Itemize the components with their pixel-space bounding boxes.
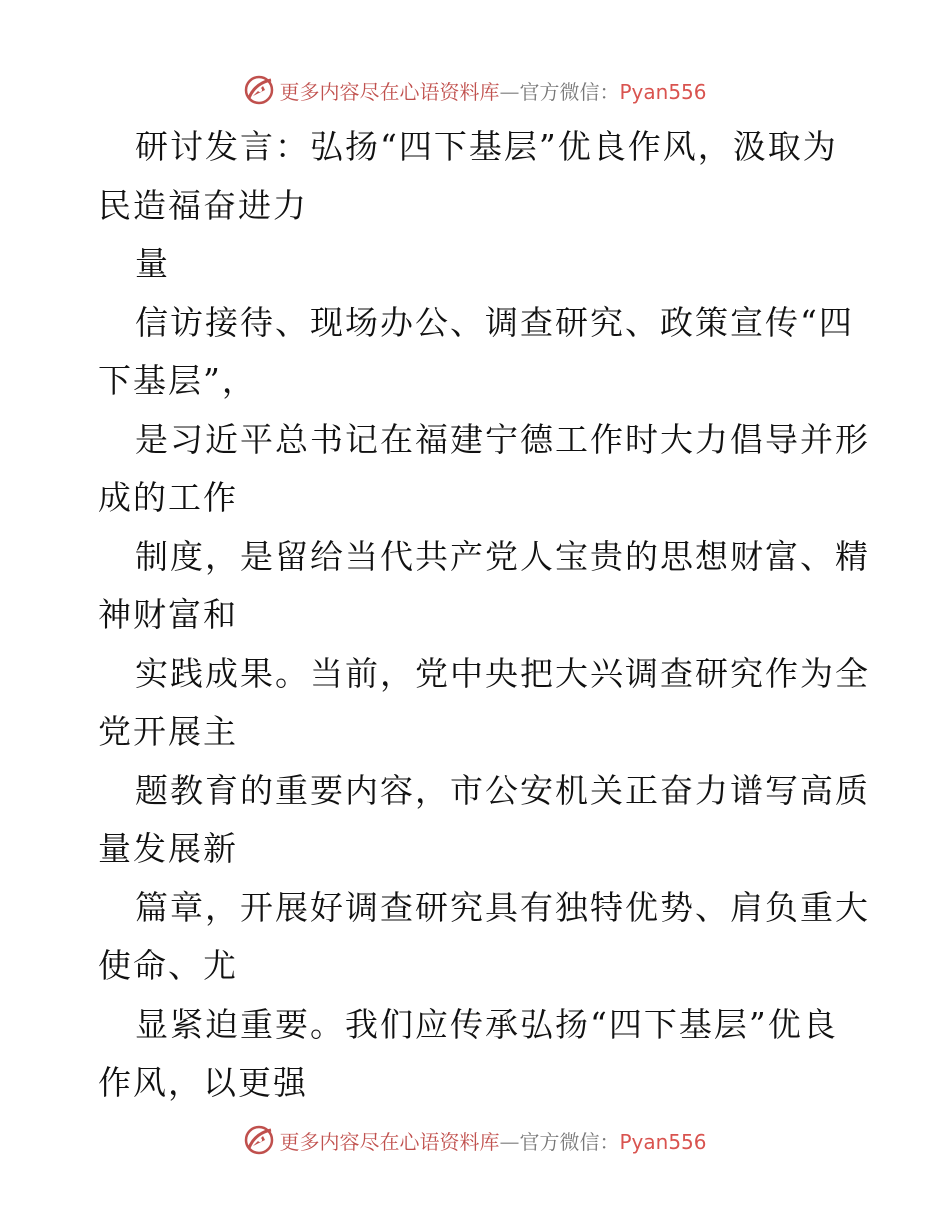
body-line: 神财富和 — [98, 595, 238, 634]
body-line: 题教育的重要内容，市公安机关正奋力谱写高质 — [135, 770, 870, 810]
header-wechat-id: Pyan556 — [619, 79, 707, 104]
footer-banner — [0, 1120, 950, 1160]
body-line: 实践成果。当前，党中央把大兴调查研究作为全 — [135, 653, 870, 693]
pen-nib-logo-icon — [243, 74, 275, 106]
body-line: 是习近平总书记在福建宁德工作时大力倡导并形 — [135, 419, 870, 459]
footer-wechat-label: 官方微信： — [519, 1129, 620, 1154]
body-line: 党开展主 — [98, 712, 238, 751]
footer-banner-text — [279, 1126, 706, 1155]
footer-library-text: 更多内容尽在心语资料库 — [279, 1129, 500, 1154]
body-line: 显紧迫重要。我们应传承弘扬“四下基层”优良 — [135, 1004, 838, 1044]
body-line: 信访接待、现场办公、调查研究、政策宣传“四 — [135, 302, 854, 342]
header-library-text: 更多内容尽在心语资料库 — [279, 79, 500, 104]
body-line: 下基层”， — [98, 361, 257, 400]
body-line: 量 — [135, 244, 170, 283]
body-line: 量发展新 — [98, 829, 238, 868]
body-line: 使命、尤 — [98, 946, 238, 985]
body-line: 作风，以更强 — [98, 1063, 308, 1102]
header-banner-text — [279, 76, 706, 105]
body-line: 成的工作 — [98, 478, 238, 517]
body-line: 研讨发言：弘扬“四下基层”优良作风，汲取为 — [135, 127, 838, 166]
footer-wechat-id: Pyan556 — [619, 1129, 707, 1154]
header-dash: — — [499, 79, 520, 104]
body-line: 民造福奋进力 — [98, 185, 308, 225]
body-line: 制度，是留给当代共产党人宝贵的思想财富、精 — [135, 536, 870, 576]
header-banner — [0, 70, 950, 110]
footer-dash: — — [499, 1129, 520, 1154]
pen-nib-logo-icon — [243, 1124, 275, 1156]
document-body — [98, 118, 870, 1113]
header-wechat-label: 官方微信： — [519, 79, 620, 104]
body-line: 篇章，开展好调查研究具有独特优势、肩负重大 — [135, 887, 870, 927]
